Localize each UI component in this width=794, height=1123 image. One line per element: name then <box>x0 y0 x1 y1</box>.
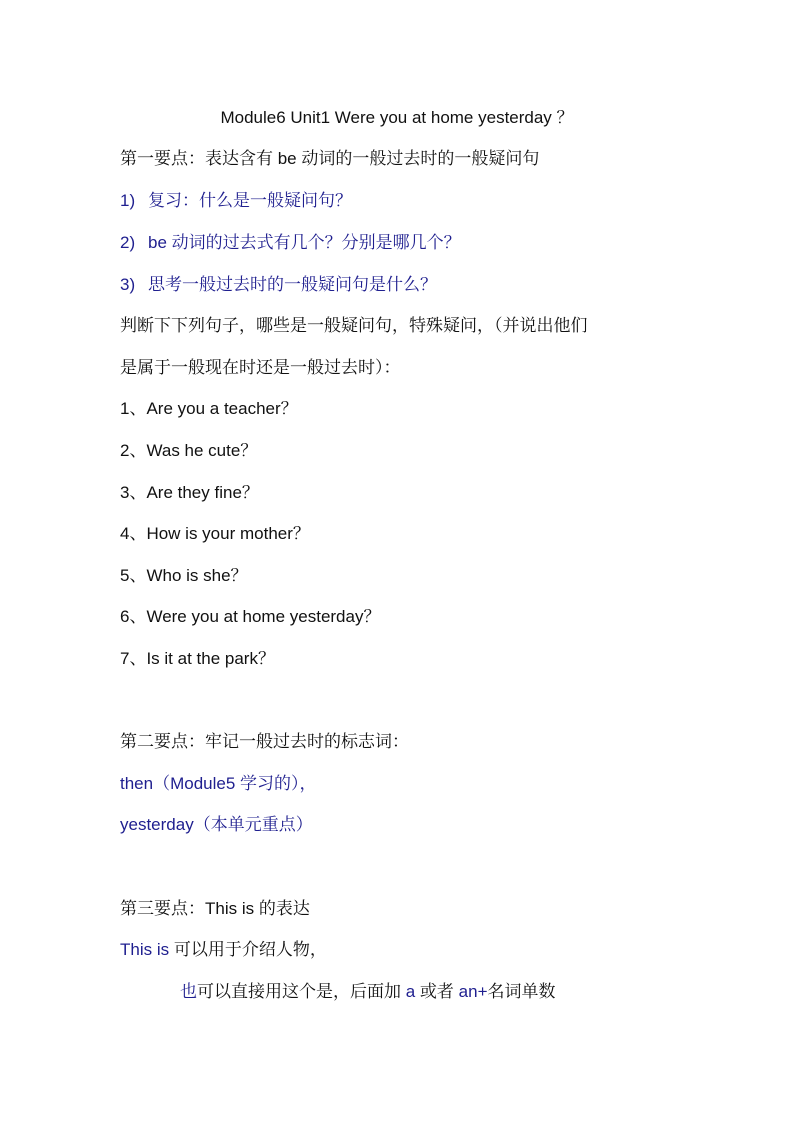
article-an: an+ <box>458 982 488 1001</box>
point1-item-1 <box>120 189 352 213</box>
text-fragment: 或者 <box>415 982 459 1001</box>
point1-heading: 第一要点：表达含有 be 动词的一般过去时的一般疑问句 <box>120 149 540 168</box>
sentence-3: 3、Are they fine？ <box>120 483 259 502</box>
item-text: 思考一般过去时的一般疑问句是什么？ <box>148 275 437 294</box>
instruction-line-2: 是属于一般现在时还是一般过去时）： <box>120 358 401 377</box>
item-text: be 动词的过去式有几个？分别是哪几个？ <box>148 233 461 252</box>
point1-item-2 <box>120 231 461 255</box>
sentence-7: 7、Is it at the park？ <box>120 649 275 668</box>
sentence-4: 4、How is your mother？ <box>120 524 310 543</box>
sentence-2: 2、Was he cute？ <box>120 441 258 460</box>
point2-heading: 第二要点：牢记一般过去时的标志词： <box>120 732 409 751</box>
point2-word-yesterday <box>120 813 313 837</box>
text-fragment: 可以直接用这个是，后面加 <box>197 982 406 1001</box>
point2-word-then <box>120 772 317 796</box>
sentence-6: 6、Were you at home yesterday？ <box>120 607 381 626</box>
item-text: 复习：什么是一般疑问句？ <box>148 191 352 210</box>
point3-line-2 <box>180 980 556 1004</box>
item-number: 2) <box>120 233 136 252</box>
line-text: 可以用于介绍人物， <box>173 940 327 959</box>
instruction-line-1: 判断下下列句子，哪些是一般疑问句，特殊疑问，（并说出他们 <box>120 316 588 335</box>
point1-item-3 <box>120 273 437 297</box>
term-this-is: This is <box>120 940 174 959</box>
item-number: 3) <box>120 275 136 294</box>
text-fragment: 也 <box>180 982 197 1001</box>
point3-line-1 <box>120 938 327 962</box>
sentence-1: 1、Are you a teacher？ <box>120 399 298 418</box>
point3-heading: 第三要点：This is 的表达 <box>120 899 310 918</box>
page-title: Module6 Unit1 Were you at home yesterday ？ <box>220 108 574 127</box>
sentence-5: 5、Who is she？ <box>120 566 248 585</box>
marker-word: yesterday <box>120 815 194 834</box>
marker-word: then <box>120 774 154 793</box>
article-a: a <box>405 982 416 1001</box>
marker-note: （Module5 学习的）， <box>153 774 317 793</box>
text-fragment: 名词单数 <box>487 982 556 1001</box>
item-number: 1) <box>120 191 136 210</box>
marker-note: （本单元重点） <box>193 815 313 834</box>
